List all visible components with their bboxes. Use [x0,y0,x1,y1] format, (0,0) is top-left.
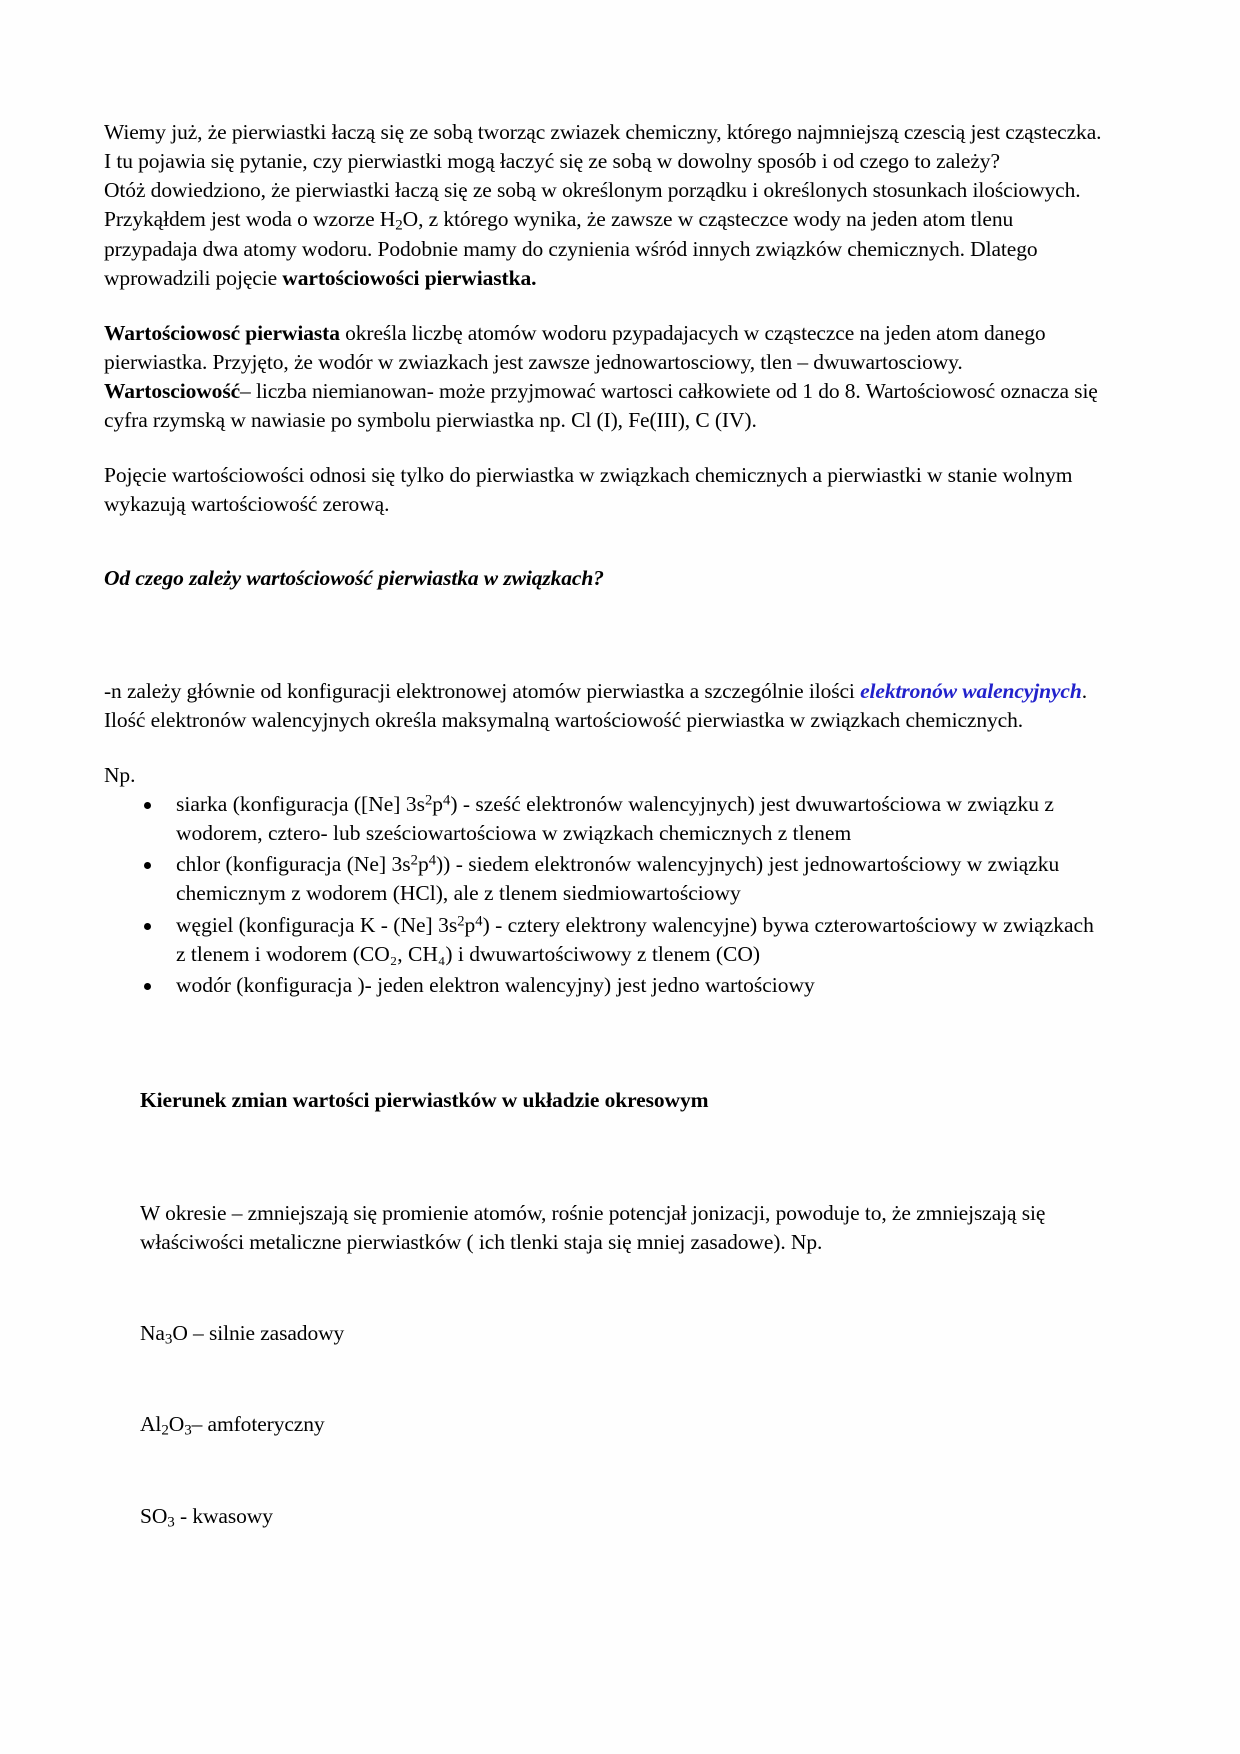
bullet-text-c: ) - sześć elektronów walencyjnych) jest dwuwartościowa w związku z wodorem, cztero- lub sześciowartościowa w związkach chemicznych z tlenem [176,792,1054,846]
spacer [104,1348,1104,1410]
paragraph-scope: Pojęcie wartościowości odnosi się tylko do pierwiastka w związkach chemicznych a pierwiastki w stanie wolnym wykazują wartościowość zerową. [104,463,1073,517]
section-heading: Kierunek zmian wartości pierwiastków w układzie okresowym [140,1087,709,1112]
link-elektrony-walencyjne[interactable]: elektronów walencyjnych [860,678,1082,703]
intro-2-text-a: Otóż dowiedziono, że pierwiastki łaczą się ze sobą w określonym porządku i określonych stosunkach ilościowych. Przykąłdem jest woda o wzorze H [104,178,1081,232]
formula-suffix: O [172,1321,188,1346]
paragraph-question: Od czego zależy wartościowość pierwiastka w związkach? [104,565,604,590]
spacer [104,435,1104,461]
paragraph-section-body: W okresie – zmniejszają się promienie atomów, rośnie potencjał jonizacji, powoduje to, że zmniejszają się właściwości metaliczne pierwiastków ( ich tlenki staja się mniej zasadowe). Np. [140,1201,1046,1255]
spacer [104,1002,1104,1086]
spacer [104,1115,1104,1199]
intro-2-text-b: O, z którego wynika, że zawsze w cząsteczce wody na jeden atom tlenu przypadaja dwa atomy wodoru. Podobnie mamy do czynienia wśród innych związków chemicznych. Dlatego wprowadzili pojęcie [104,207,1038,290]
document-body [104,118,1104,1531]
formula-subscript: 2 [161,1422,169,1439]
water-subscript: 2 [395,217,403,234]
oxide-description: – amfoteryczny [191,1412,325,1437]
bullet-superscript-2: 4 [443,792,451,809]
paragraph-dependency [104,677,1104,735]
list-item [104,911,1104,969]
spacer [104,1440,1104,1502]
definition-text-1: określa liczbę atomów wodoru pzypadajacych w cząsteczce na jeden atom danego pierwiastka. Przyjęto, że wodór w zwiazkach jest zawsze jednowartosciowy, tlen – dwuwartosciowy. [104,320,1046,374]
bullet-dot-icon [144,983,151,990]
bullet-dot-icon [144,923,151,930]
spacer [104,520,1104,564]
spacer [104,593,1104,677]
formula-prefix: SO [140,1503,168,1528]
bullet-text-b: p [432,792,443,816]
dependency-text-after: . Ilość elektronów walencyjnych określa maksymalną wartościowość pierwiastka w związkach chemicznych. [104,678,1088,732]
intro-2-bold-term: wartościowości pierwiastka. [282,265,537,290]
formula-subscript-2: 3 [184,1422,192,1439]
bullet-superscript-2: 4 [428,852,436,869]
definition-text-2: – liczba niemianowan- może przyjmować wartosci całkowiete od 1 do 8. Wartościowosć oznacza się cyfra rzymską w nawiasie po symbolu pierwiastka np. Cl (I), Fe(III), C (IV). [104,379,1098,433]
spacer [104,735,1104,761]
spacer [104,293,1104,319]
bullet-text-a: wodór (konfiguracja )- jeden elektron walencyjny) jest jedno wartościowy [176,972,815,997]
paragraph-definition-1 [104,319,1104,377]
bullet-superscript-1: 2 [457,912,465,929]
bullet-text-a: węgiel (konfiguracja K - (Ne] 3s [176,912,458,937]
oxide-description: – silnie zasadowy [187,1321,345,1346]
definition-term-2: Wartosciowość [104,379,241,403]
list-item [104,790,1104,848]
bullet-superscript-1: 2 [410,852,418,869]
bullet-dot-icon [144,802,151,809]
formula-subscript: 3 [164,1331,173,1348]
bullet-text-b: p [417,852,429,877]
formula-subscript: 3 [167,1513,175,1530]
dependency-text-before: -n zależy głównie od konfiguracji elektronowej atomów pierwiastka a szczególnie ilości [104,678,861,703]
bullet-superscript-2: 4 [475,912,483,929]
oxide-entry-na3o [104,1319,1104,1348]
oxide-entry-al2o3 [104,1410,1104,1439]
paragraph-intro-1: Wiemy już, że pierwiastki łaczą się ze sobą tworząc zwiazek chemiczny, którego najmniejszą czescią jest cząsteczka. I tu pojawia się pytanie, czy pierwiastki mogą łaczyć się ze sobą w dowolny sposób i od czego to zależy? [104,120,1102,174]
paragraph-intro-2 [104,176,1104,293]
list-item [104,850,1104,908]
oxide-entry-so3 [104,1502,1104,1531]
bullet-text-a: chlor (konfiguracja (Ne] 3s [176,852,411,877]
definition-term-1: Wartościowosć pierwiasta [104,320,340,345]
formula-middle: O [168,1412,185,1437]
formula-prefix: Na [140,1321,165,1346]
bullet-text-c: ) - cztery elektrony walencyjne) bywa czterowartościowy w związkach z tlenem i wodorem (CO₂, CH₄) i dwuwartościwowy z tlenem (CO) [176,912,1094,966]
paragraph-definition-2 [104,377,1104,435]
bullet-dot-icon [144,862,151,869]
bullet-superscript-1: 2 [424,792,433,809]
bullet-text-b: p [464,912,476,937]
bullet-list [104,790,1104,1000]
bullet-text-a: siarka (konfiguracja ([Ne] 3s [176,792,425,816]
formula-prefix: Al [140,1412,162,1437]
label-np: Np. [104,762,136,787]
list-item [104,971,1104,1000]
oxide-description: - kwasowy [174,1503,273,1528]
bullet-text-c: )) - siedem elektronów walencyjnych) jest jednowartościowy w związku chemicznym z wodorem (HCl), ale z tlenem siedmiowartościowy [176,852,1060,906]
spacer [104,1257,1104,1319]
